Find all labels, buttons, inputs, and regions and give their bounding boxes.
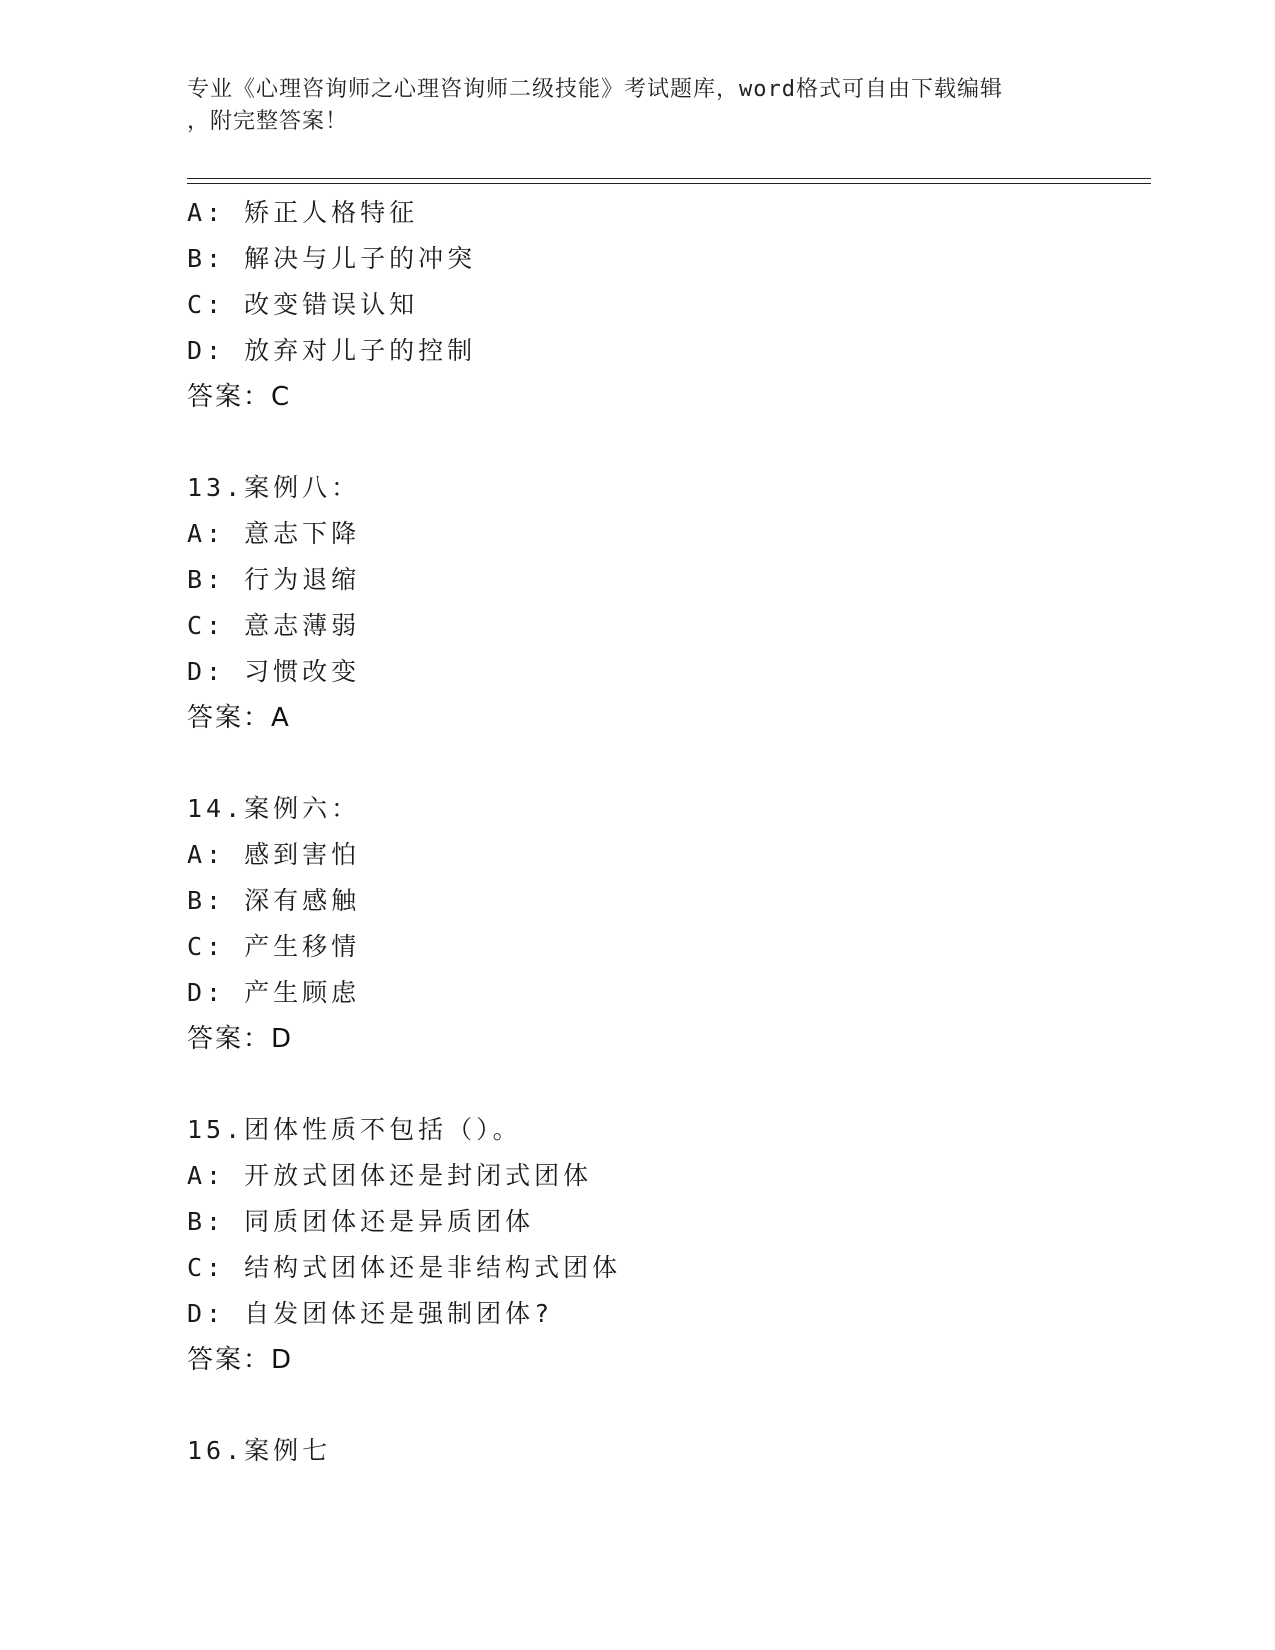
header-line-1: 专业《心理咨询师之心理咨询师二级技能》考试题库，word格式可自由下载编辑 <box>187 77 1003 102</box>
option-b: B: 同质团体还是异质团体 <box>187 1207 535 1236</box>
header-line-2: ，附完整答案！ <box>187 109 349 134</box>
option-a: A: 开放式团体还是封闭式团体 <box>187 1161 593 1190</box>
question-15 <box>187 1107 1151 1383</box>
document-header <box>187 74 1087 138</box>
question-title: 16.案例七 <box>187 1436 332 1465</box>
answer-line: 答案：D <box>187 1024 294 1054</box>
option-d: D: 习惯改变 <box>187 657 361 686</box>
question-16 <box>187 1428 1151 1474</box>
question-title: 13.案例八： <box>187 473 361 502</box>
option-d: D: 放弃对儿子的控制 <box>187 336 477 365</box>
option-a: A: 矫正人格特征 <box>187 198 419 227</box>
option-b: B: 行为退缩 <box>187 565 361 594</box>
question-14 <box>187 786 1151 1062</box>
question-12-continued <box>187 190 1151 420</box>
option-d: D: 自发团体还是强制团体? <box>187 1299 554 1328</box>
header-divider-top <box>187 178 1151 179</box>
question-title: 14.案例六： <box>187 794 361 823</box>
option-a: A: 感到害怕 <box>187 840 361 869</box>
option-c: C: 结构式团体还是非结构式团体 <box>187 1253 622 1282</box>
answer-line: 答案：C <box>187 382 292 412</box>
header-divider-bottom <box>187 183 1151 184</box>
question-title: 15.团体性质不包括（）。 <box>187 1115 522 1144</box>
answer-line: 答案：D <box>187 1345 294 1375</box>
option-d: D: 产生顾虑 <box>187 978 361 1007</box>
option-c: C: 产生移情 <box>187 932 361 961</box>
option-a: A: 意志下降 <box>187 519 361 548</box>
option-b: B: 解决与儿子的冲突 <box>187 244 477 273</box>
option-c: C: 改变错误认知 <box>187 290 419 319</box>
option-c: C: 意志薄弱 <box>187 611 361 640</box>
question-list <box>187 190 1151 1474</box>
option-b: B: 深有感触 <box>187 886 361 915</box>
answer-line: 答案：A <box>187 703 291 733</box>
question-13 <box>187 465 1151 741</box>
